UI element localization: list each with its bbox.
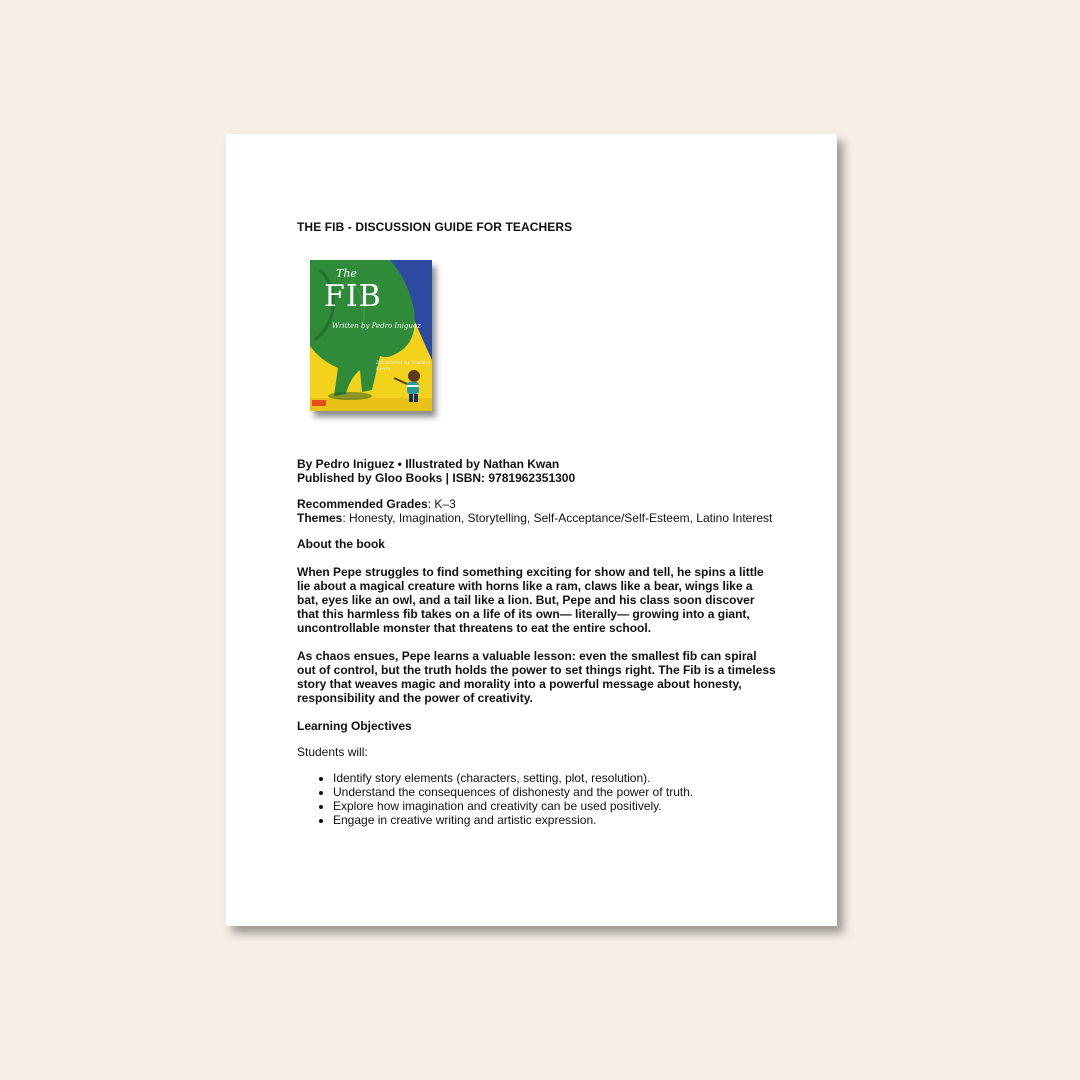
themes-value: : Honesty, Imagination, Storytelling, Self-Acceptance/Self-Esteem, Latino Interest (342, 511, 773, 525)
grades-value: : K–3 (427, 497, 456, 511)
about-paragraph-1: When Pepe struggles to find something exciting for show and tell, he spins a little lie about a magical creature with horns like a ram, claws like a bear, wings like a bat, eyes like an owl, and a tail like a lion. But, Pepe and his class soon discover that this harmless fib takes on a life of its own— literally— growing into a giant, uncontrollable monster that threatens to eat the entire school. (297, 565, 764, 635)
list-item: • Understand the consequences of dishonesty and the power of truth. (333, 785, 777, 799)
cover-author: Written by Pedro Iniguez (332, 322, 421, 330)
book-cover-image (310, 260, 432, 411)
list-item: • Explore how imagination and creativity can be used positively. (333, 799, 777, 813)
document-content (297, 220, 777, 827)
cover-illustrator: Illustrated by Nathan Kwan (376, 360, 431, 372)
grades-line (297, 497, 777, 511)
cover-title-prefix: The (336, 267, 357, 280)
document-title: THE FIB - DISCUSSION GUIDE FOR TEACHERS (297, 220, 573, 234)
byline: By Pedro Iniguez • Illustrated by Nathan Kwan (297, 457, 560, 471)
themes-line (297, 511, 777, 525)
list-item: • Identify story elements (characters, setting, plot, resolution). (333, 771, 777, 785)
list-item: • Engage in creative writing and artistic expression. (333, 813, 777, 827)
document-page (226, 134, 837, 926)
book-meta (297, 457, 777, 485)
about-heading: About the book (297, 537, 385, 551)
about-paragraph-2: As chaos ensues, Pepe learns a valuable lesson: even the smallest fib can spiral out of control, but the truth holds the power to set things right. The Fib is a timeless story that weaves magic and morality into a powerful message about honesty, responsibility and the power of creativity. (297, 649, 776, 705)
grades-label: Recommended Grades (297, 497, 428, 511)
publisher-isbn: Published by Gloo Books | ISBN: 9781962351300 (297, 471, 576, 485)
objectives-list (297, 771, 777, 827)
cover-title: FIB (324, 279, 382, 314)
grades-themes (297, 497, 777, 525)
objectives-heading: Learning Objectives (297, 719, 412, 733)
students-will: Students will: (297, 745, 368, 759)
themes-label: Themes (297, 511, 343, 525)
